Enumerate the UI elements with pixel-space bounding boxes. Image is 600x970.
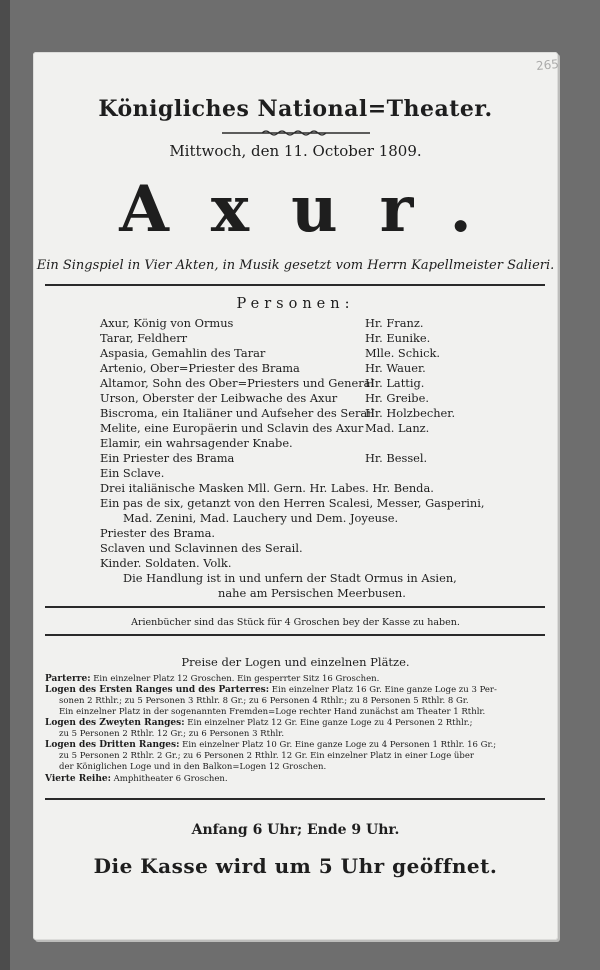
cast-role: Axur, König von Ormus	[100, 316, 234, 330]
setting-line: Die Handlung ist in und unfern der Stadt Ormus in Asien,	[123, 571, 457, 585]
cast-actor: Hr. Franz.	[365, 316, 424, 330]
divider-rule	[45, 798, 545, 800]
divider-rule	[45, 634, 545, 636]
prices-heading: Preise der Logen und einzelnen Plätze.	[181, 655, 410, 669]
cast-role: Urson, Oberster der Leibwache des Axur	[100, 391, 338, 405]
extras-line: Priester des Brama.	[100, 526, 216, 540]
theatre-name: Königliches National=Theater.	[98, 96, 493, 122]
cast-actor: Hr. Wauer.	[365, 361, 426, 375]
cast-role: Aspasia, Gemahlin des Tarar	[100, 346, 266, 360]
pas-de-six-line: Mad. Zenini, Mad. Lauchery und Dem. Joyeuse.	[123, 511, 399, 525]
price-line: zu 5 Personen 2 Rthlr. 12 Gr.; zu 6 Personen 3 Rthlr.	[59, 729, 285, 739]
cast-actor: Hr. Eunike.	[365, 331, 431, 345]
cast-role: Biscroma, ein Italiäner und Aufseher des Serail	[100, 406, 375, 420]
cast-actor: Mad. Lanz.	[365, 421, 430, 435]
price-line: Logen des Zweyten Ranges: Ein einzelner Platz 12 Gr. Eine ganze Loge zu 4 Personen 2 Rthlr.;	[45, 718, 473, 728]
price-line: Vierte Reihe: Amphitheater 6 Groschen.	[45, 774, 228, 784]
extras-line: Kinder. Soldaten. Volk.	[100, 556, 232, 570]
cast-role: Tarar, Feldherr	[100, 331, 188, 345]
cast-role: Ein Sclave.	[100, 466, 165, 480]
arienbuecher-notice: Arienbücher sind das Stück für 4 Groschen bey der Kasse zu haben.	[131, 617, 460, 628]
cast-actor: Mlle. Schick.	[365, 346, 440, 360]
divider-rule	[45, 606, 545, 608]
price-line: Parterre: Ein einzelner Platz 12 Groschen. Ein gesperrter Sitz 16 Groschen.	[45, 674, 380, 684]
cast-role: Melite, eine Europäerin und Sclavin des Axur	[100, 421, 364, 435]
cast-actor: Hr. Holzbecher.	[365, 406, 456, 420]
extras-line: Sclaven und Sclavinnen des Serail.	[100, 541, 303, 555]
date-line: Mittwoch, den 11. October 1809.	[169, 142, 422, 160]
archive-number: 265	[535, 56, 560, 74]
cast-role: Ein Priester des Brama	[100, 451, 235, 465]
box-office-opening: Die Kasse wird um 5 Uhr geöffnet.	[93, 854, 498, 878]
start-end-times: Anfang 6 Uhr; Ende 9 Uhr.	[191, 822, 400, 838]
price-line: zu 5 Personen 2 Rthlr. 2 Gr.; zu 6 Personen 2 Rthlr. 12 Gr. Ein einzelner Platz in einer Loge über	[59, 751, 474, 761]
masks-line: Drei italiänische Masken Mll. Gern. Hr. Labes. Hr. Benda.	[100, 481, 434, 495]
price-line: sonen 2 Rthlr.; zu 5 Personen 3 Rthlr. 8 Gr.; zu 6 Personen 4 Rthlr.; zu 8 Personen 5 Rthlr. 8 Gr.	[59, 696, 469, 706]
cast-actor: Hr. Bessel.	[365, 451, 428, 465]
cast-actor: Hr. Greibe.	[365, 391, 429, 405]
personen-heading: Personen:	[236, 296, 355, 312]
cast-role: Altamor, Sohn des Ober=Priesters und General	[100, 376, 375, 390]
subtitle: Ein Singspiel in Vier Akten, in Musik gesetzt vom Herrn Kapellmeister Salieri.	[36, 258, 555, 273]
cast-role: Elamir, ein wahrsagender Knabe.	[100, 436, 293, 450]
price-line: Logen des Ersten Ranges und des Parterres: Ein einzelner Platz 16 Gr. Eine ganze Loge zu 3 Per-	[45, 685, 497, 695]
pas-de-six-line: Ein pas de six, getanzt von den Herren Scalesi, Messer, Gasperini,	[100, 496, 485, 510]
price-line: Logen des Dritten Ranges: Ein einzelner Platz 10 Gr. Eine ganze Loge zu 4 Personen 1 Rthlr. 16 Gr.;	[45, 740, 497, 750]
price-line: der Königlichen Loge und in den Balkon=Logen 12 Groschen.	[59, 762, 327, 772]
scanner-frame-edge	[0, 0, 10, 970]
cast-role: Artenio, Ober=Priester des Brama	[100, 361, 300, 375]
price-line: Ein einzelner Platz in der sogenannten Fremden=Loge rechter Hand zunächst am Theater 1 Rthlr.	[59, 707, 486, 717]
play-title: Axur.	[119, 172, 514, 247]
playbill-sheet	[33, 52, 558, 940]
setting-line: nahe am Persischen Meerbusen.	[218, 586, 406, 600]
cast-list	[33, 52, 558, 652]
cast-actor: Hr. Lattig.	[365, 376, 425, 390]
